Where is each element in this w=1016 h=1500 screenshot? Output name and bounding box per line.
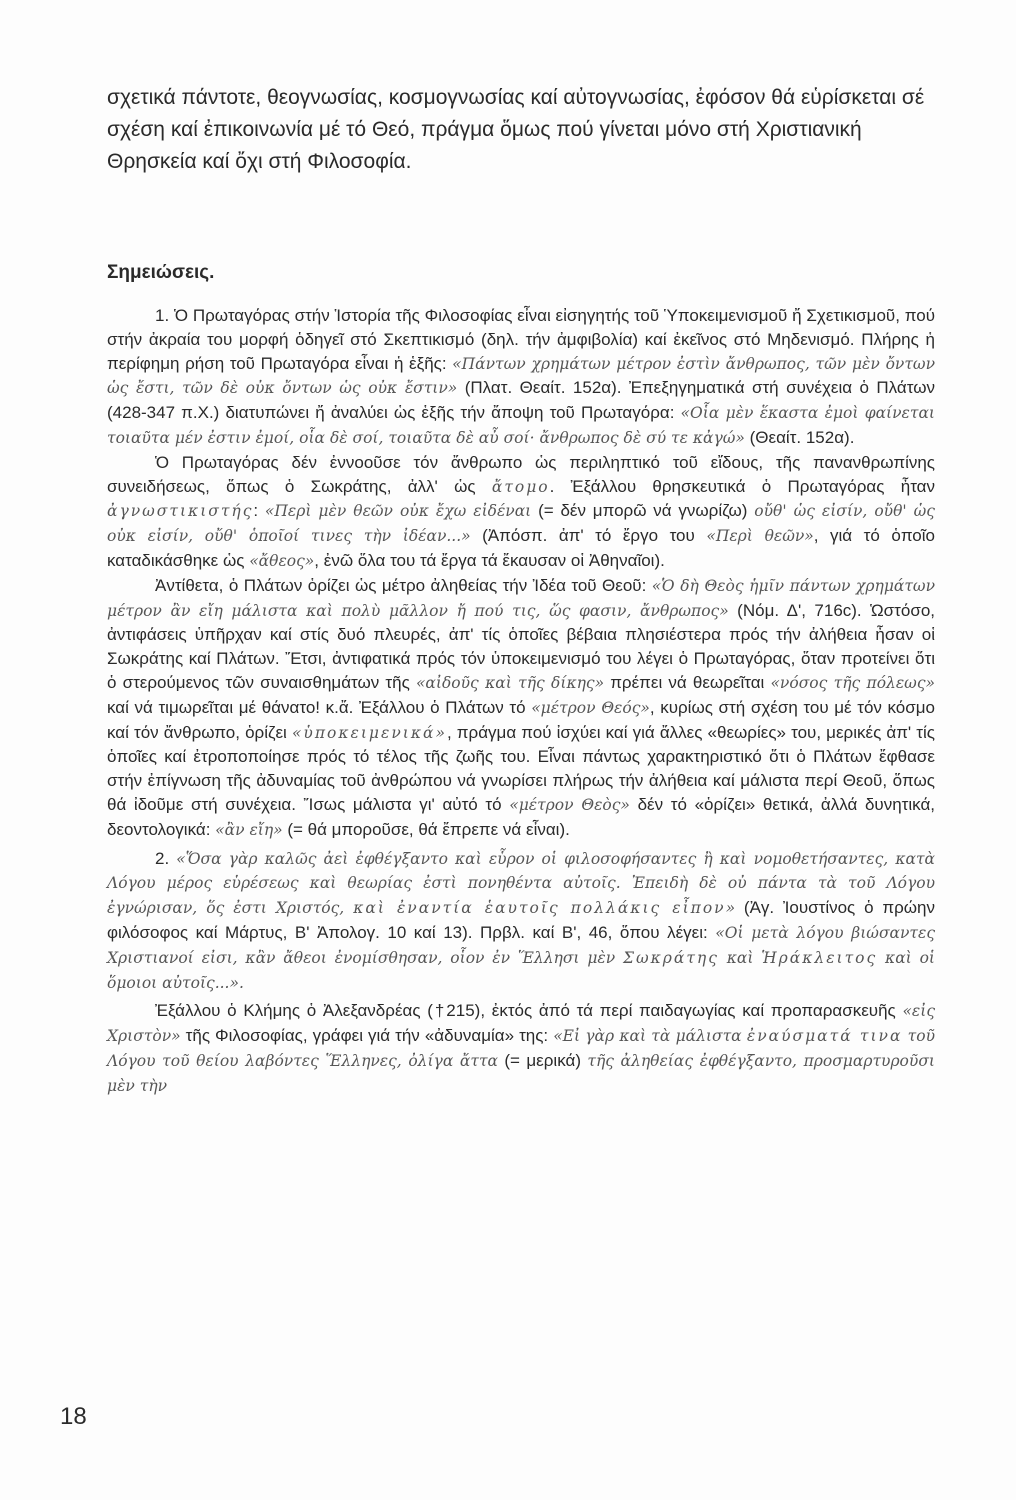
emphasis-spaced: «ὑποκειμενικά» xyxy=(291,723,447,742)
emphasis-spaced: ἀγνωστικιστής xyxy=(107,502,254,521)
notes-section xyxy=(107,304,935,1099)
text-run: (= δέν μπορῶ νά γνωρίζω) xyxy=(531,501,755,521)
greek-quote: «αἰδοῦς καὶ τῆς δίκης» xyxy=(415,673,605,692)
note-1-paragraph-2 xyxy=(107,451,935,574)
greek-quote: «μέτρον Θεός» xyxy=(531,698,650,717)
text-run: (Πλατ. Θεαίτ. 152α). Ἐπεξηγηματικά στή συνέχεια ὁ Πλάτων (428-347 π.Χ.) διατυπώνει ἤ ἀναλύει ὡς ἑξῆς τήν ἄποψη τοῦ Πρωταγόρα: xyxy=(107,378,935,423)
text-run: . Ἐξάλλου θρησκευτικά ὁ Πρωταγόρας ἦταν xyxy=(549,476,936,496)
greek-quote: «Οἱ μετὰ λόγου βιώσαντες Χριστιανοί εἰσι, κἂν ἄθεοι ἐνομίσθησαν, οἷον ἐν Ἕλλησι μὲν xyxy=(107,923,935,967)
text-run: Ἐξάλλου ὁ Κλήμης ὁ Ἀλεξανδρέας (†215), ἐκτός ἀπό τά περί παιδαγωγίας καί προπαρασκευῆς xyxy=(155,1001,903,1021)
text-run: τῆς Φιλοσοφίας, γράφει γιά τήν «ἀδυναμία» της: xyxy=(180,1026,554,1046)
text-run: (Θεαίτ. 152α). xyxy=(744,427,855,447)
greek-quote: «μέτρον Θεὸς» xyxy=(509,795,630,814)
notes-heading: Σημειώσεις. xyxy=(107,262,215,283)
greek-quote: «ἂν εἴη» xyxy=(215,820,283,839)
greek-quote: καὶ xyxy=(718,948,762,967)
note-1-paragraph-1 xyxy=(107,304,935,451)
greek-quote: «εἰς Χριστὸν» xyxy=(107,1002,935,1046)
emphasis-spaced: καὶ ἐναντία ἑαυτοῖς πολλάκις εἶπον xyxy=(353,899,726,918)
text-run: Ἀντίθετα, ὁ Πλάτων ὁρίζει ὡς μέτρο ἀληθείας τήν Ἰδέα τοῦ Θεοῦ: xyxy=(155,575,652,595)
greek-quote: » xyxy=(725,899,736,918)
text-run: δέν τό «ὁρίζει» θετικά, ἀλλά δυνητικά, δεοντολογικά: xyxy=(107,794,936,839)
emphasis-spaced: ἄτομο xyxy=(491,477,550,496)
text-run: , κυρίως στή σχέση του μέ τόν κόσμο καί τόν ἄνθρωπο, ὁρίζει xyxy=(107,697,936,742)
text-run: 2. xyxy=(155,848,177,868)
text-run: (Νόμ. Δ', 716c). Ὡστόσο, ἀντιφάσεις ὑπῆρχαν καί στίς δυό πλευρές, ἀπ' τίς ὁποῖες βέβαια πλησιέστερα πρός τήν ἀλήθεια ἦσαν οἱ Σωκράτης καί Πλάτων. Ἔτσι, ἀντιφατικά πρός τόν ὑποκειμενισμό του λέγει ὁ Πρωταγόρας, ὅταν προτείνει ὅτι ὁ στερούμενος τῶν συναισθημάτων τῆς xyxy=(107,600,935,692)
note-2-paragraph-1 xyxy=(107,847,935,996)
text-run: (Ἀπόσπ. ἀπ' τό ἔργο του xyxy=(470,526,707,546)
greek-quote: «Πάντων χρημάτων μέτρον ἐστὶν ἄνθρωπος, τῶν μὲν ὄντων ὡς ἔστι, τῶν δὲ οὐκ ὄντων ὡς οὐκ ἔστιν» xyxy=(107,354,935,398)
note-2-paragraph-2 xyxy=(107,999,935,1098)
text-run: (= θά μποροῦσε, θά ἔπρεπε νά εἶναι). xyxy=(282,819,570,839)
greek-quote: τοῦ Λόγου τοῦ θείου λαβόντες Ἕλληνες, ὀλίγα ἄττα xyxy=(107,1027,936,1070)
text-run: : xyxy=(253,501,265,521)
page-number: 18 xyxy=(60,1403,87,1430)
text-run: , γιά τό ὁποῖο καταδικάσθηκε ὡς xyxy=(107,526,935,570)
greek-quote: «Ὁ δὴ Θεὸς ἡμῖν πάντων χρημάτων μέτρον ἂν εἴη μάλιστα καὶ πολὺ μᾶλλον ἤ πού τις, ὥς φασιν, ἄνθρωπος» xyxy=(107,576,935,620)
emphasis-spaced: ἐναύσματά τινα xyxy=(746,1027,903,1046)
note-1-paragraph-3 xyxy=(107,574,935,843)
intro-paragraph: σχετικά πάντοτε, θεογνωσίας, κοσμογνωσίας καί αὐτογνωσίας, ἐφόσον θά εὑρίσκεται σέ σχέση καί ἐπικοινωνία μέ τό Θεό, πράγμα ὅμως πού γίνεται μόνο στή Χριστιανική Θρησκεία καί ὄχι στή Φιλοσοφία. xyxy=(107,86,925,173)
text-run: (Ἀγ. Ἰουστίνος ὁ πρώην φιλόσοφος καί Μάρτυς, Β' Ἀπολογ. 10 καί 13). Πρβλ. καί Β', 46, ὅπου λέγει: xyxy=(107,898,935,942)
text-run: , ἐνῶ ὅλα του τά ἔργα τά ἔκαυσαν οἱ Ἀθηναῖοι). xyxy=(314,550,665,570)
greek-quote: «Οἷα μὲν ἕκαστα ἐμοὶ φαίνεται τοιαῦτα μέν ἐστιν ἐμοί, οἷα δὲ σοί, τοιαῦτα δὲ αὖ σοί· ἄνθρωπος δὲ σύ τε κἀγώ» xyxy=(107,404,935,447)
emphasis-spaced: Ἡράκλειτος xyxy=(761,948,878,967)
greek-quote: τῆς ἀληθείας ἐφθέγξαντο, προσμαρτυροῦσι μὲν τὴν xyxy=(107,1051,935,1095)
greek-quote: καὶ οἱ ὅμοιοι αὐτοῖς...». xyxy=(107,948,935,992)
text-run: (= μερικά) xyxy=(497,1050,588,1070)
text-run: , πράγμα πού ἰσχύει καί γιά ἄλλες «θεωρίες» του, μερικές ἀπ' τίς ὁποῖες καί ἐτροποποίησε πρός τό τέλος τῆς ζωῆς του. Εἶναι πάντως χαρακτηριστικό ὅτι ὁ Πλάτων ἔφθασε στήν ἐπίγνωση τῆς ἀδυναμίας τοῦ ἀνθρώπου νά γνωρίσει πλήρως τήν ἀλήθεια καί μάλιστα περί Θεοῦ, ὅπως θά ἰδοῦμε στή συνέχεια. Ἴσως μάλιστα γι' αὐτό τό xyxy=(107,722,935,814)
greek-quote: «ἄθεος» xyxy=(249,551,315,570)
text-run: καί νά τιμωρεῖται μέ θάνατο! κ.ἄ. Ἐξάλλου ὁ Πλάτων τό xyxy=(107,697,532,717)
text-run: 1. Ὁ Πρωταγόρας στήν Ἱστορία τῆς Φιλοσοφίας εἶναι εἰσηγητής τοῦ Ὑποκειμενισμοῦ ἤ Σχετικισμοῦ, πού στήν ἀκραία του μορφή ὁδηγεῖ στό Σκεπτικισμό (δηλ. τήν ἀμφιβολία) καί ἐκεῖνος στό Μηδενισμό. Πλήρης ἡ περίφημη ρήση τοῦ Πρωταγόρα εἶναι ἡ ἑξῆς: xyxy=(107,306,935,373)
text-run: Ὁ Πρωταγόρας δέν ἐννοοῦσε τόν ἄνθρωπο ὡς περιληπτικό τοῦ εἴδους, τῆς πανανθρωπίνης συνειδήσεως, ὅπως ὁ Σωκράτης, ἀλλ' ὡς xyxy=(107,452,935,496)
greek-quote: «Περὶ θεῶν» xyxy=(706,527,814,546)
emphasis-spaced: Σωκράτης xyxy=(622,948,719,967)
greek-quote: οὔθ' ὡς εἰσίν, οὔθ' ὡς οὐκ εἰσίν, οὔθ' ὁποῖοί τινες τὴν ἰδέαν...» xyxy=(107,502,935,546)
text-run: πρέπει νά θεωρεῖται xyxy=(604,672,771,692)
greek-quote: «Ὅσα γὰρ καλῶς ἀεὶ ἐφθέγξαντο καὶ εὗρον οἱ φιλοσοφήσαντες ἢ καὶ νομοθετήσαντες, κατὰ Λόγου μέρος εὑρέσεως καὶ θεωρίας ἐστὶ πονηθέντα αὐτοῖς. Ἐπειδὴ δὲ οὐ πάντα τὰ τοῦ Λόγου ἐγνώρισαν, ὅς ἐστι Χριστός, xyxy=(107,849,935,918)
greek-quote: «Περὶ μὲν θεῶν οὐκ ἔχω εἰδέναι xyxy=(264,502,532,521)
greek-quote: «Εἰ γὰρ καὶ τὰ μάλιστα xyxy=(553,1027,747,1046)
greek-quote: «νόσος τῆς πόλεως» xyxy=(770,673,935,692)
